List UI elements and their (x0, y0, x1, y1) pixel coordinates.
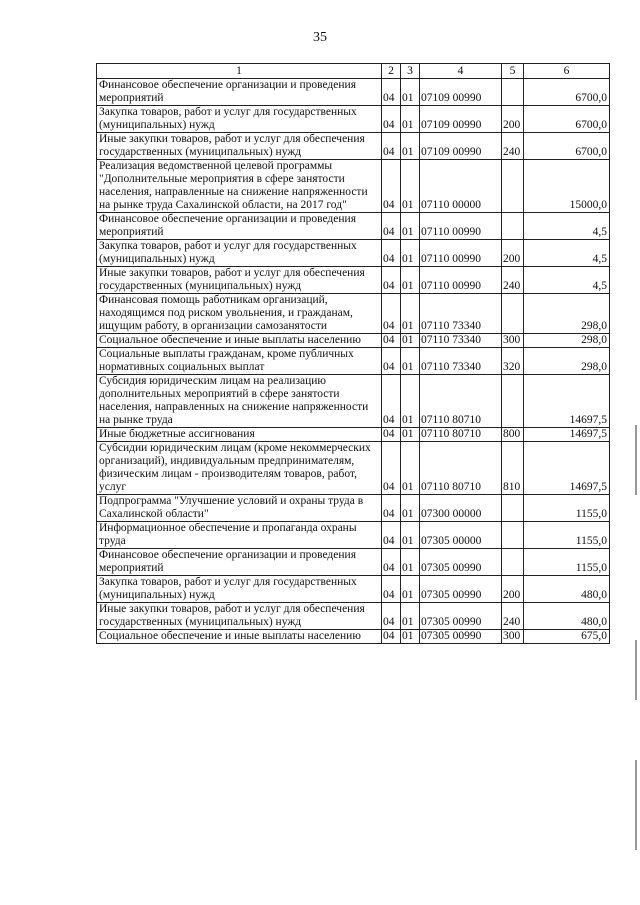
row-target-article: 07109 00990 (420, 79, 502, 106)
row-subsection: 01 (401, 240, 420, 267)
row-target-article: 07110 00000 (420, 160, 502, 213)
table-row (97, 442, 610, 495)
row-amount: 6700,0 (524, 79, 610, 106)
table-row (97, 549, 610, 576)
row-subsection: 01 (401, 294, 420, 334)
row-section: 04 (382, 106, 401, 133)
row-name: Субсидии юридическим лицам (кроме некоммерческих организаций), индивидуальным предпринимателям, физическим лицам - производителям товаров, работ, услуг (97, 442, 382, 495)
row-section: 04 (382, 133, 401, 160)
row-expense-type (502, 522, 524, 549)
row-expense-type: 300 (502, 630, 524, 644)
table-row (97, 603, 610, 630)
row-name: Закупка товаров, работ и услуг для государственных (муниципальных) нужд (97, 240, 382, 267)
row-target-article: 07300 00000 (420, 495, 502, 522)
row-expense-type: 200 (502, 106, 524, 133)
table-row (97, 375, 610, 428)
row-target-article: 07110 00990 (420, 240, 502, 267)
row-section: 04 (382, 334, 401, 348)
row-amount: 14697,5 (524, 428, 610, 442)
row-target-article: 07110 73340 (420, 294, 502, 334)
row-name: Финансовое обеспечение организации и проведения мероприятий (97, 549, 382, 576)
row-expense-type: 320 (502, 348, 524, 375)
col-header-4: 4 (420, 64, 502, 79)
row-target-article: 07110 00990 (420, 213, 502, 240)
table-row (97, 160, 610, 213)
row-target-article: 07305 00990 (420, 549, 502, 576)
table-row (97, 106, 610, 133)
row-expense-type (502, 549, 524, 576)
row-expense-type: 300 (502, 334, 524, 348)
row-subsection: 01 (401, 213, 420, 240)
row-section: 04 (382, 495, 401, 522)
row-target-article: 07110 00990 (420, 267, 502, 294)
row-target-article: 07110 73340 (420, 348, 502, 375)
row-subsection: 01 (401, 549, 420, 576)
row-name: Финансовая помощь работникам организаций, находящимся под риском увольнения, и гражданам, ищущим работу, в организации самозанятости (97, 294, 382, 334)
table-row (97, 495, 610, 522)
row-expense-type: 800 (502, 428, 524, 442)
row-amount: 298,0 (524, 334, 610, 348)
table-row (97, 348, 610, 375)
col-header-2: 2 (382, 64, 401, 79)
row-section: 04 (382, 630, 401, 644)
col-header-3: 3 (401, 64, 420, 79)
row-name: Социальные выплаты гражданам, кроме публичных нормативных социальных выплат (97, 348, 382, 375)
row-amount: 298,0 (524, 348, 610, 375)
row-expense-type: 240 (502, 133, 524, 160)
row-subsection: 01 (401, 522, 420, 549)
scan-margin-mark (635, 640, 637, 700)
row-section: 04 (382, 522, 401, 549)
row-expense-type: 200 (502, 576, 524, 603)
row-subsection: 01 (401, 576, 420, 603)
row-section: 04 (382, 79, 401, 106)
row-expense-type (502, 160, 524, 213)
row-section: 04 (382, 213, 401, 240)
row-amount: 6700,0 (524, 133, 610, 160)
col-header-6: 6 (524, 64, 610, 79)
row-amount: 480,0 (524, 603, 610, 630)
row-amount: 1155,0 (524, 495, 610, 522)
row-name: Финансовое обеспечение организации и проведения мероприятий (97, 79, 382, 106)
row-section: 04 (382, 603, 401, 630)
row-name: Социальное обеспечение и иные выплаты населению (97, 334, 382, 348)
row-name: Иные бюджетные ассигнования (97, 428, 382, 442)
row-subsection: 01 (401, 106, 420, 133)
row-section: 04 (382, 576, 401, 603)
row-amount: 4,5 (524, 267, 610, 294)
row-target-article: 07305 00990 (420, 630, 502, 644)
row-subsection: 01 (401, 428, 420, 442)
row-amount: 4,5 (524, 213, 610, 240)
row-name: Иные закупки товаров, работ и услуг для обеспечения государственных (муниципальных) нужд (97, 267, 382, 294)
row-name: Реализация ведомственной целевой программы "Дополнительные мероприятия в сфере занятости населения, направленные на снижение напряженности на рынке труда Сахалинской области, на 2017 год" (97, 160, 382, 213)
row-amount: 675,0 (524, 630, 610, 644)
row-section: 04 (382, 348, 401, 375)
budget-table (96, 63, 610, 644)
row-section: 04 (382, 267, 401, 294)
row-subsection: 01 (401, 442, 420, 495)
row-subsection: 01 (401, 133, 420, 160)
table-row (97, 428, 610, 442)
row-amount: 6700,0 (524, 106, 610, 133)
row-subsection: 01 (401, 495, 420, 522)
row-subsection: 01 (401, 348, 420, 375)
row-expense-type (502, 495, 524, 522)
row-amount: 298,0 (524, 294, 610, 334)
row-name: Подпрограмма "Улучшение условий и охраны труда в Сахалинской области" (97, 495, 382, 522)
row-name: Субсидия юридическим лицам на реализацию дополнительных мероприятий в сфере занятости населения, направленных на снижение напряженности на рынке труда (97, 375, 382, 428)
row-subsection: 01 (401, 630, 420, 644)
col-header-5: 5 (502, 64, 524, 79)
row-target-article: 07109 00990 (420, 106, 502, 133)
table-row (97, 294, 610, 334)
table-row (97, 576, 610, 603)
row-subsection: 01 (401, 267, 420, 294)
row-name: Закупка товаров, работ и услуг для государственных (муниципальных) нужд (97, 106, 382, 133)
row-section: 04 (382, 549, 401, 576)
row-section: 04 (382, 375, 401, 428)
row-expense-type: 240 (502, 603, 524, 630)
row-name: Иные закупки товаров, работ и услуг для обеспечения государственных (муниципальных) нужд (97, 603, 382, 630)
row-amount: 15000,0 (524, 160, 610, 213)
row-subsection: 01 (401, 334, 420, 348)
row-expense-type: 200 (502, 240, 524, 267)
table-row (97, 267, 610, 294)
page-number: 35 (313, 30, 327, 45)
table-row (97, 522, 610, 549)
row-name: Финансовое обеспечение организации и проведения мероприятий (97, 213, 382, 240)
row-section: 04 (382, 240, 401, 267)
scan-margin-mark (635, 425, 637, 495)
row-section: 04 (382, 442, 401, 495)
table-row (97, 133, 610, 160)
row-expense-type (502, 294, 524, 334)
row-target-article: 07305 00000 (420, 522, 502, 549)
row-name: Иные закупки товаров, работ и услуг для обеспечения государственных (муниципальных) нужд (97, 133, 382, 160)
row-amount: 1155,0 (524, 549, 610, 576)
row-name: Закупка товаров, работ и услуг для государственных (муниципальных) нужд (97, 576, 382, 603)
row-amount: 14697,5 (524, 442, 610, 495)
col-header-1: 1 (97, 64, 382, 79)
row-amount: 4,5 (524, 240, 610, 267)
row-amount: 1155,0 (524, 522, 610, 549)
row-expense-type (502, 213, 524, 240)
row-subsection: 01 (401, 160, 420, 213)
row-target-article: 07110 80710 (420, 428, 502, 442)
row-name: Социальное обеспечение и иные выплаты населению (97, 630, 382, 644)
row-target-article: 07305 00990 (420, 576, 502, 603)
table-row (97, 79, 610, 106)
row-subsection: 01 (401, 375, 420, 428)
row-section: 04 (382, 294, 401, 334)
row-amount: 14697,5 (524, 375, 610, 428)
row-target-article: 07109 00990 (420, 133, 502, 160)
row-target-article: 07110 80710 (420, 375, 502, 428)
row-target-article: 07305 00990 (420, 603, 502, 630)
row-expense-type: 240 (502, 267, 524, 294)
row-subsection: 01 (401, 79, 420, 106)
row-expense-type (502, 375, 524, 428)
header-row (97, 64, 610, 79)
table-row (97, 630, 610, 644)
row-expense-type: 810 (502, 442, 524, 495)
row-section: 04 (382, 160, 401, 213)
row-section: 04 (382, 428, 401, 442)
row-target-article: 07110 73340 (420, 334, 502, 348)
row-name: Информационное обеспечение и пропаганда охраны труда (97, 522, 382, 549)
table-row (97, 240, 610, 267)
row-target-article: 07110 80710 (420, 442, 502, 495)
table-row (97, 334, 610, 348)
row-expense-type (502, 79, 524, 106)
scan-margin-mark (635, 760, 637, 850)
row-amount: 480,0 (524, 576, 610, 603)
row-subsection: 01 (401, 603, 420, 630)
table-row (97, 213, 610, 240)
